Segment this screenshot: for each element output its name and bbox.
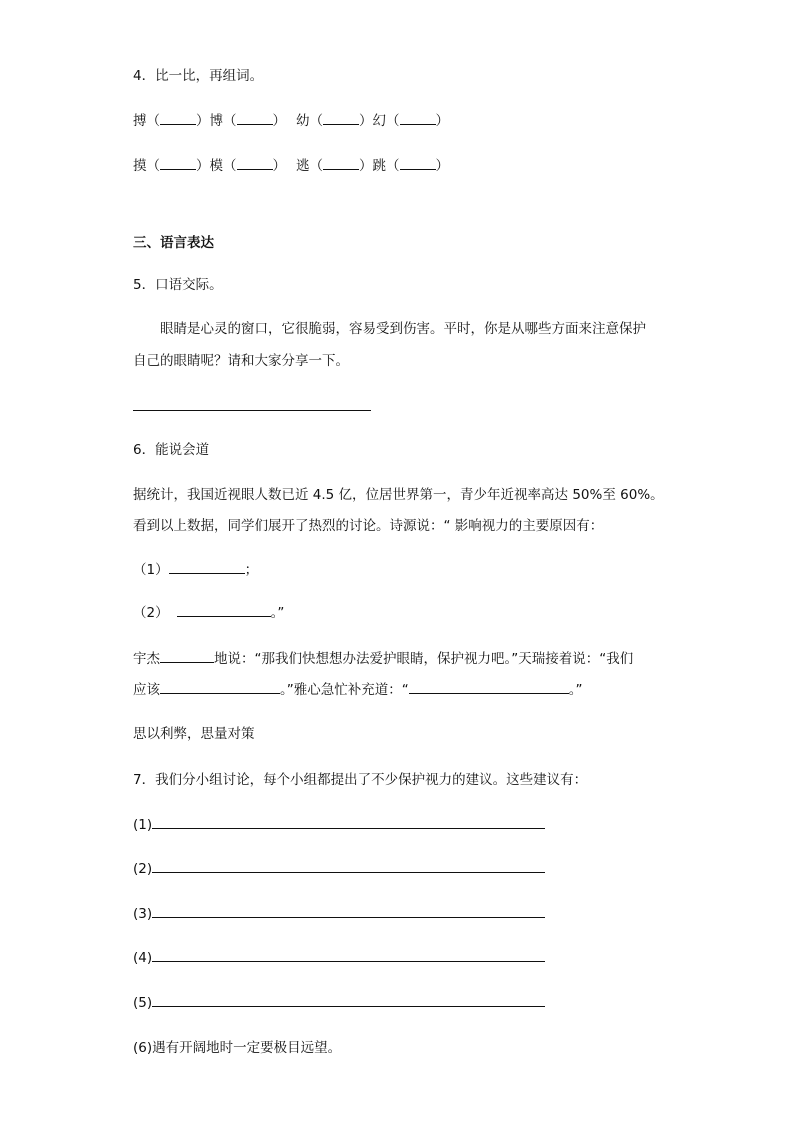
q7-item-5: (5) xyxy=(133,993,545,1013)
q4-answer-blank-3[interactable] xyxy=(323,111,359,125)
q4-answer-blank-2[interactable] xyxy=(237,111,273,125)
q6-item-2: （2） 。” xyxy=(133,605,285,621)
q4-char-6: 模 xyxy=(209,158,223,174)
q6-title: 6．能说会道 xyxy=(133,442,210,458)
q4-char-1: 搏 xyxy=(133,113,147,129)
q7-item-2-blank[interactable] xyxy=(152,859,545,873)
q4-title: 4．比一比，再组词。 xyxy=(133,68,264,84)
q4-answer-blank-6[interactable] xyxy=(237,156,273,170)
q6-item-1: （1） ； xyxy=(133,562,259,578)
q6-adverb-blank[interactable] xyxy=(160,649,214,663)
q7-item-2: (2) xyxy=(133,859,545,879)
q4-row-1: 搏（ ）博（ ） 幼（ ）幻（ ） xyxy=(133,113,449,129)
q7-title: 7．我们分小组讨论，每个小组都提出了不少保护视力的建议。这些建议有： xyxy=(133,772,588,788)
q7-item-5-blank[interactable] xyxy=(152,993,545,1007)
q6-item-2-blank[interactable] xyxy=(177,603,271,617)
q7-item-4: (4) xyxy=(133,948,545,968)
sub-heading: 思以利弊，思量对策 xyxy=(133,726,255,742)
q4-answer-blank-8[interactable] xyxy=(400,156,436,170)
q5-answer-line[interactable] xyxy=(133,410,371,411)
q7-item-1: (1) xyxy=(133,815,545,835)
q4-char-5: 摸 xyxy=(133,158,147,174)
q4-answer-blank-5[interactable] xyxy=(160,156,196,170)
q4-row-2: 摸（ ）模（ ） 逃（ ）跳（ ） xyxy=(133,158,449,174)
q4-char-3: 幼 xyxy=(296,113,310,129)
q6-suggestion-blank-1[interactable] xyxy=(160,680,280,694)
q7-item-3: (3) xyxy=(133,904,545,924)
q7-item-6: (6)遇有开阔地时一定要极目远望。 xyxy=(133,1040,342,1056)
q4-answer-blank-7[interactable] xyxy=(323,156,359,170)
q6-paragraph-line-1: 据统计，我国近视眼人数已近 4.5 亿，位居世界第一，青少年近视率高达 50%至 60%。 xyxy=(133,487,664,503)
q6-suggestion-blank-2[interactable] xyxy=(409,680,569,694)
q7-item-3-blank[interactable] xyxy=(152,904,545,918)
q4-char-2: 博 xyxy=(209,113,223,129)
section-heading: 三、语言表达 xyxy=(133,235,214,251)
q7-item-1-blank[interactable] xyxy=(152,815,545,829)
q5-paragraph-line-1: 眼睛是心灵的窗口，它很脆弱，容易受到伤害。平时，你是从哪些方面来注意保护 xyxy=(160,321,646,337)
q6-paragraph-line-2: 看到以上数据，同学们展开了热烈的讨论。诗源说：“ 影响视力的主要原因有： xyxy=(133,518,604,534)
q6-dialogue-line-1: 宇杰 地说：“那我们快想想办法爱护眼睛，保护视力吧。”天瑞接着说：“我们 xyxy=(133,651,634,667)
q4-answer-blank-4[interactable] xyxy=(400,111,436,125)
q4-char-8: 跳 xyxy=(372,158,386,174)
q6-dialogue-line-2: 应该 。”雅心急忙补充道：“ 。” xyxy=(133,682,583,698)
q4-char-4: 幻 xyxy=(372,113,386,129)
q6-item-1-blank[interactable] xyxy=(169,560,245,574)
q7-item-4-blank[interactable] xyxy=(152,948,545,962)
q5-paragraph-line-2: 自己的眼睛呢？请和大家分享一下。 xyxy=(133,353,349,369)
q4-char-7: 逃 xyxy=(296,158,310,174)
q5-title: 5．口语交际。 xyxy=(133,277,223,293)
q4-answer-blank-1[interactable] xyxy=(160,111,196,125)
